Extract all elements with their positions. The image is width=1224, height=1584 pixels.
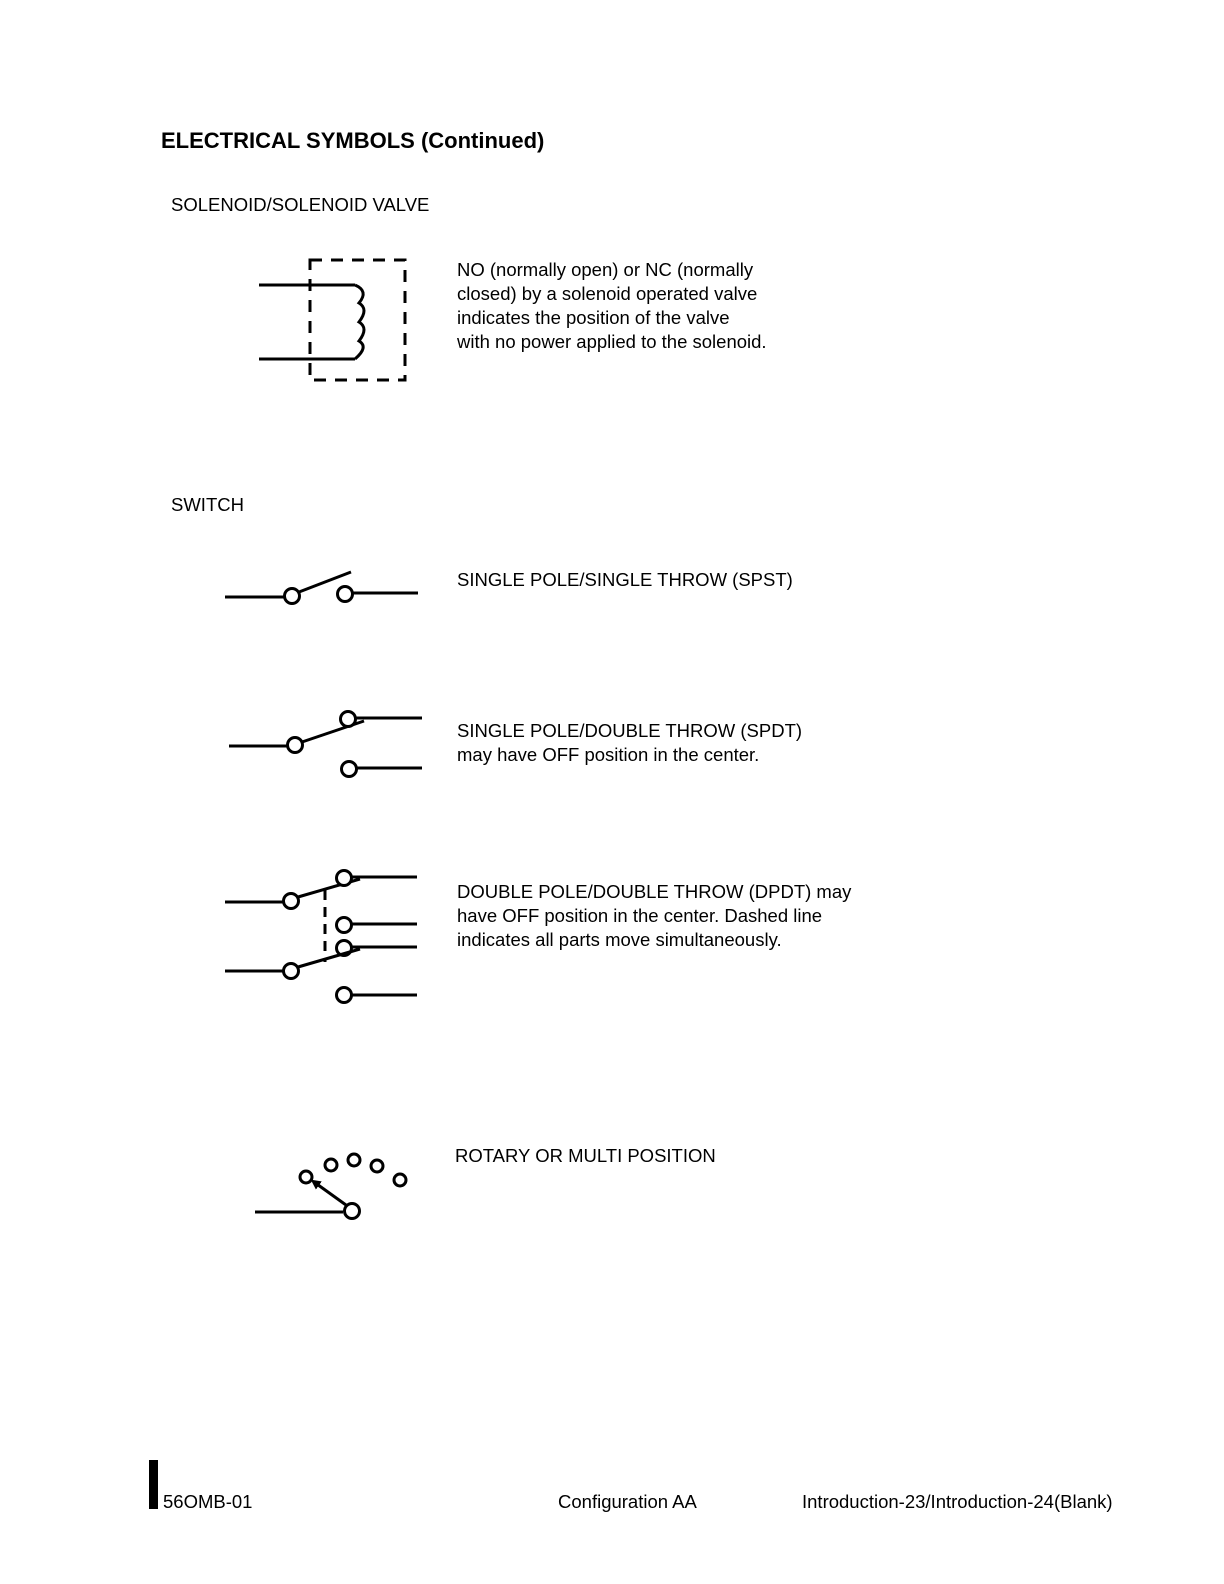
dpdt-description: DOUBLE POLE/DOUBLE THROW (DPDT) may have OFF position in the center. Dashed line indicates all parts move simultaneously. (457, 881, 852, 950)
spst-switch-symbol (220, 565, 425, 610)
footer-doc-id: 56OMB-01 (163, 1491, 253, 1512)
footer-change-bar (149, 1460, 158, 1509)
solenoid-valve-symbol (255, 255, 415, 385)
footer-page-ref: Introduction-23/Introduction-24(Blank) (802, 1491, 1113, 1512)
rotary-switch-symbol (250, 1145, 420, 1230)
rotary-description: ROTARY OR MULTI POSITION (455, 1145, 716, 1166)
page-title: ELECTRICAL SYMBOLS (Continued) (161, 128, 545, 153)
spdt-switch-symbol (225, 705, 430, 785)
dpdt-switch-symbol (220, 862, 425, 1007)
switch-heading: SWITCH (171, 494, 244, 515)
footer-configuration: Configuration AA (558, 1491, 697, 1512)
solenoid-description: NO (normally open) or NC (normally closed) by a solenoid operated valve indicates the position of the valve with no power applied to the solenoid. (457, 259, 767, 352)
solenoid-heading: SOLENOID/SOLENOID VALVE (171, 194, 430, 215)
spst-description: SINGLE POLE/SINGLE THROW (SPST) (457, 569, 793, 590)
spdt-description: SINGLE POLE/DOUBLE THROW (SPDT) may have OFF position in the center. (457, 720, 803, 765)
